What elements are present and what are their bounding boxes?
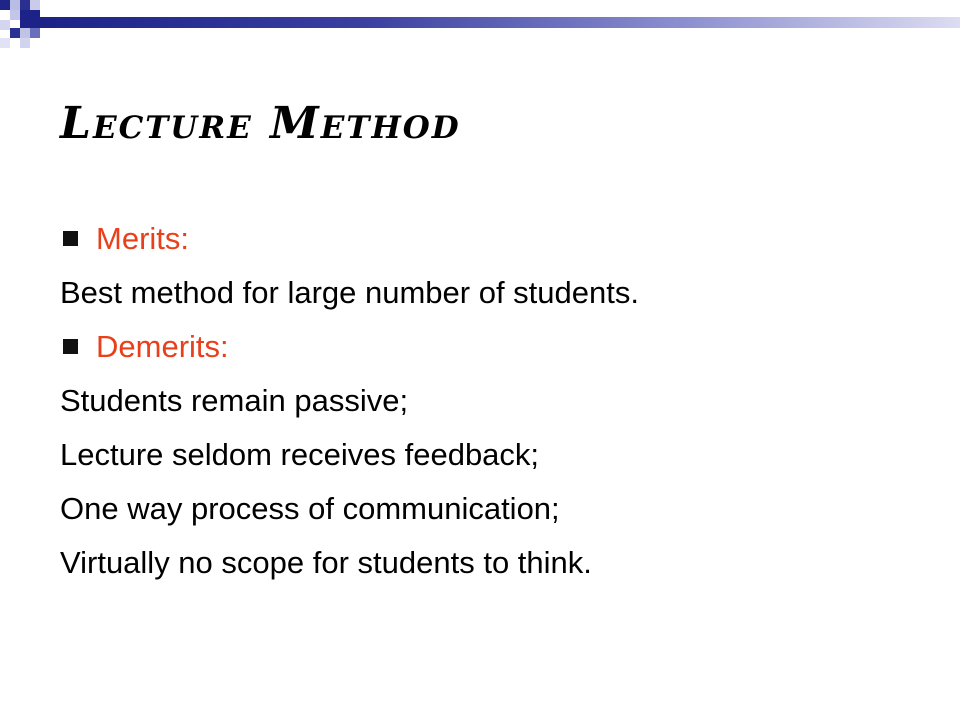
mosaic-square bbox=[20, 0, 30, 10]
square-bullet-icon bbox=[63, 231, 78, 246]
demerit-item: Students remain passive; bbox=[60, 383, 409, 418]
merit-item: Best method for large number of students. bbox=[60, 275, 639, 310]
demerits-heading-text: Demerits: bbox=[96, 329, 229, 364]
demerits-heading bbox=[60, 320, 940, 374]
header-gradient-bar bbox=[40, 17, 960, 28]
mosaic-square bbox=[0, 0, 10, 10]
mosaic-square bbox=[20, 38, 30, 48]
mosaic-square bbox=[30, 28, 40, 38]
slide-body bbox=[60, 212, 940, 590]
demerit-item: One way process of communication; bbox=[60, 491, 560, 526]
mosaic-square bbox=[20, 10, 40, 28]
demerit-item: Lecture seldom receives feedback; bbox=[60, 437, 540, 472]
mosaic-square bbox=[30, 0, 40, 10]
mosaic-square bbox=[20, 28, 30, 38]
mosaic-square bbox=[0, 38, 10, 48]
merits-heading-text: Merits: bbox=[96, 221, 189, 256]
mosaic-square bbox=[10, 10, 20, 20]
slide-title: Lecture Method bbox=[60, 98, 461, 149]
mosaic-square bbox=[0, 20, 10, 30]
square-bullet-icon bbox=[63, 339, 78, 354]
demerit-item: Virtually no scope for students to think. bbox=[60, 545, 592, 580]
mosaic-square bbox=[10, 28, 20, 38]
merits-heading bbox=[60, 212, 940, 266]
mosaic-square bbox=[10, 0, 20, 10]
